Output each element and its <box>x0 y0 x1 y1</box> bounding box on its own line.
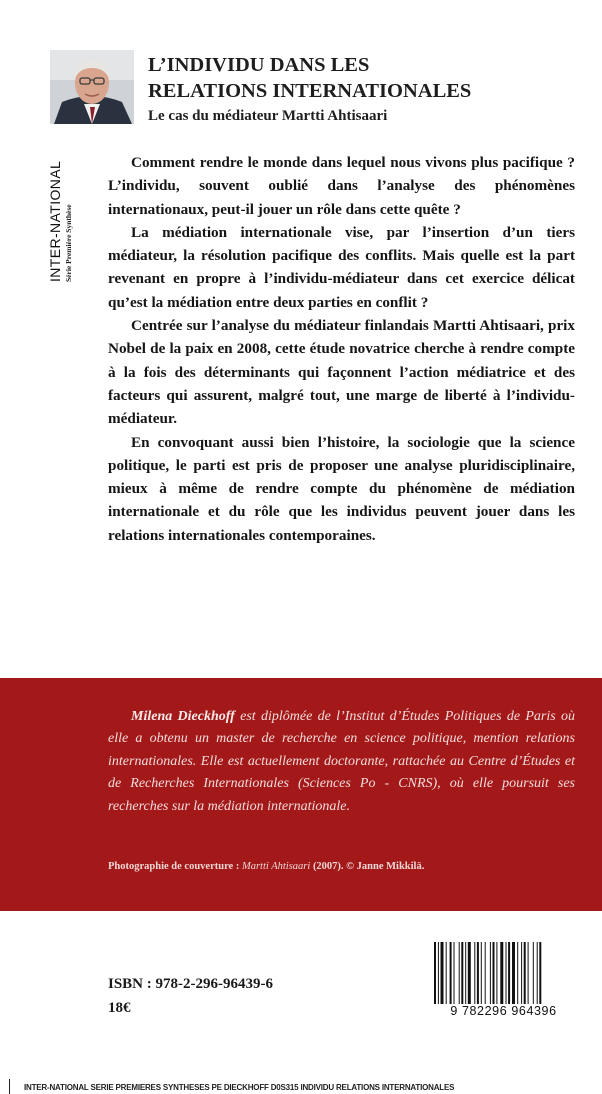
barcode-bar <box>450 942 452 1004</box>
author-bio <box>108 706 575 818</box>
barcode-bar <box>512 942 515 1004</box>
barcode-bars <box>433 942 574 1004</box>
author-name: Milena Dieckhoff <box>131 709 235 724</box>
author-bio-band <box>0 678 602 911</box>
credit-rest: (2007). © Janne Mikkilä. <box>310 861 425 872</box>
spine-divider <box>9 1079 10 1094</box>
barcode-bar <box>508 942 510 1004</box>
barcode <box>433 942 574 1022</box>
barcode-bar <box>521 942 522 1004</box>
barcode-bar <box>481 942 482 1004</box>
book-title <box>148 52 588 104</box>
title-line-1: L’INDIVIDU DANS LES <box>148 54 370 76</box>
barcode-bar <box>524 942 526 1004</box>
series-label <box>46 130 74 282</box>
summary-paragraph-2: La médiation internationale vise, par l’insertion d’un tiers médiateur, la résolution pacifique des conflits. Mais quelle est la part revenant en propre à l’individu-médiateur dans cet exercice délicat qu’est la médiation entre deux parties en conflit ? <box>108 223 575 311</box>
author-bio-text: est diplômée de l’Institut d’Études Politiques de Paris où elle a obtenu un master de recherche en science politique, mention relations internationales. Elle est actuellement doctorante, rattachée au Centre d’Études et de Recherches Internationales (Sciences Po - CNRS), où elle poursuit ses recherches sur la médiation internationale. <box>108 709 575 814</box>
barcode-bar <box>539 942 541 1004</box>
barcode-bar <box>477 942 479 1004</box>
barcode-bar <box>459 942 460 1004</box>
barcode-bar <box>493 942 495 1004</box>
portrait-image <box>50 50 134 124</box>
back-cover-summary <box>108 151 575 547</box>
summary-paragraph-3: Centrée sur l’analyse du médiateur finlandais Martti Ahtisaari, prix Nobel de la paix en 2008, cette étude novatrice cherche à rendre compte à la fois des déterminants qui façonnent l’action médiatrice et des facteurs qui assurent, malgré tout, une marge de liberté à l’individu-médiateur. <box>108 317 575 428</box>
summary-paragraph-1: Comment rendre le monde dans lequel nous vivons plus pacifique ? L’individu, souvent oublié dans l’analyse des phénomènes internationaux, peut-il jouer un rôle dans cette quête ? <box>108 154 575 218</box>
barcode-bar <box>454 942 455 1004</box>
book-subtitle: Le cas du médiateur Martti Ahtisaari <box>148 108 388 124</box>
barcode-bar <box>438 942 439 1004</box>
barcode-bar <box>474 942 475 1004</box>
barcode-bar <box>490 942 491 1004</box>
barcode-bar <box>517 942 518 1004</box>
barcode-bar <box>500 942 503 1004</box>
series-name: INTER-NATIONAL <box>47 160 63 282</box>
summary-paragraph-4: En convoquant aussi bien l’histoire, la sociologie que la science politique, le parti est pris de proposer une analyse pluridisciplinaire, mieux à même de rendre compte du phénomène de médiation internationale et du rôle que les individus peuvent jouer dans les relations internationales contemporaines. <box>108 433 575 544</box>
barcode-bar <box>537 942 538 1004</box>
barcode-bar <box>461 942 463 1004</box>
barcode-bar <box>485 942 486 1004</box>
barcode-bar <box>446 942 447 1004</box>
author-photo <box>50 50 134 124</box>
isbn: ISBN : 978-2-296-96439-6 <box>108 976 273 992</box>
barcode-bar <box>468 942 471 1004</box>
barcode-bar <box>465 942 466 1004</box>
barcode-bar <box>441 942 444 1004</box>
spine-text: INTER-NATIONAL SERIE PREMIERES SYNTHESES PE DIECKHOFF D0S315 INDIVIDU RELATIONS INTERNATIONALES <box>24 1083 455 1092</box>
barcode-bar <box>496 942 497 1004</box>
credit-label: Photographie de couverture : <box>108 861 242 872</box>
barcode-bar <box>528 942 529 1004</box>
title-line-2: RELATIONS INTERNATIONALES <box>148 80 472 102</box>
barcode-bar <box>434 942 436 1004</box>
credit-work: Martti Ahtisaari <box>241 861 311 872</box>
barcode-bar <box>506 942 507 1004</box>
price: 18€ <box>108 1000 131 1016</box>
series-subtitle: Série Première Synthèse <box>64 204 73 282</box>
photo-credit <box>108 861 424 872</box>
barcode-number: 9 782296 964396 <box>450 1004 557 1018</box>
barcode-bar <box>533 942 534 1004</box>
